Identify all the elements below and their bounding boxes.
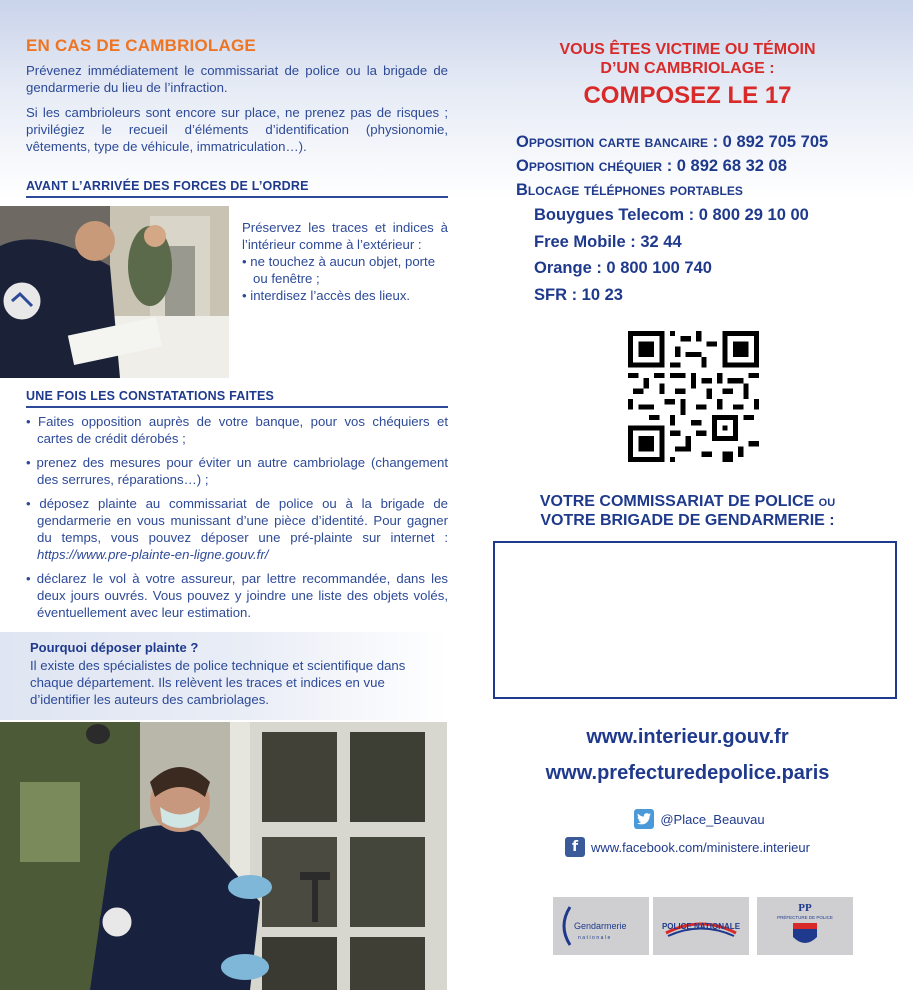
url-interieur[interactable]: www.interieur.gouv.fr xyxy=(586,726,789,748)
facebook-icon: f xyxy=(565,837,585,857)
list-item-text: déposez plainte au commissariat de police ou à la brigade de gendarmerie en vous munissant d’une pièce d’identité. Pour gagner du temps, vous pouvez déposer une pré-plainte sur internet : xyxy=(37,496,449,545)
phone-block-label: Blocage téléphones portables xyxy=(516,181,743,199)
commissariat-line-2: VOTRE BRIGADE DE GENDARMERIE : xyxy=(540,512,835,529)
traces-item: • interdisez l’accès des lieux. xyxy=(242,287,448,304)
traces-list xyxy=(242,253,448,304)
why-complain-title: Pourquoi déposer plainte ? xyxy=(30,640,199,655)
cheque-opposition-label: Opposition chéquier xyxy=(516,157,663,175)
twitter-icon xyxy=(634,809,654,829)
facebook-url: www.facebook.com/ministere.interieur xyxy=(591,839,810,855)
compose-17: COMPOSEZ LE 17 xyxy=(583,82,792,109)
traces-intro: Préservez les traces et indices à l’intérieur comme à l’extérieur : xyxy=(242,220,448,252)
url-prefecture[interactable]: www.prefecturedepolice.paris xyxy=(545,762,830,784)
list-item: • déclarez le vol à votre assureur, par lettre recommandée, dans les deux jours ouvrés. Vous pouvez y joindre une liste des objets volés, éventuellement avec leur estimation. xyxy=(26,570,448,621)
intro-paragraph-2: Si les cambrioleurs sont encore sur place, ne prenez pas de risques ; privilégiez le recueil d’éléments d’identification (physionomie, vêtements, type de véhicule, immatriculation…). xyxy=(26,105,448,154)
commissariat-or: ou xyxy=(818,493,836,510)
twitter-handle: @Place_Beauvau xyxy=(660,811,765,827)
traces-text-block xyxy=(242,219,448,304)
operator-free: Free Mobile : 32 44 xyxy=(534,232,682,251)
operator-bouygues: Bouygues Telecom : 0 800 29 10 00 xyxy=(534,206,809,224)
victim-line-1: VOUS ÊTES VICTIME OU TÉMOIN xyxy=(559,41,816,58)
address-box[interactable] xyxy=(493,541,897,699)
police-nationale-text: POLICE NATIONALE xyxy=(661,922,741,931)
after-findings-list xyxy=(26,413,448,628)
gendarmerie-name: Gendarmerie xyxy=(574,921,627,931)
cheque-opposition-line xyxy=(516,154,906,178)
right-panel xyxy=(462,0,913,990)
list-item xyxy=(26,495,448,563)
card-opposition-label: Opposition carte bancaire xyxy=(516,133,709,151)
traces-item: • ne touchez à aucun objet, porte ou fenêtre ; xyxy=(242,253,448,287)
list-item: • Faites opposition auprès de votre banque, pour vos chéquiers et cartes de crédit dérobés ; xyxy=(26,413,448,447)
qr-code[interactable] xyxy=(628,331,759,462)
victim-line-2: D’UN CAMBRIOLAGE : xyxy=(600,60,775,77)
prefecture-text: PRÉFECTURE DE POLICE xyxy=(777,915,833,920)
heading-after-findings: UNE FOIS LES CONSTATATIONS FAITES xyxy=(26,389,448,408)
twitter-row[interactable] xyxy=(462,809,913,829)
section-title: EN CAS DE CAMBRIOLAGE xyxy=(26,36,256,55)
list-item: • prenez des mesures pour éviter un autre cambriolage (changement des serrures, réparations…) ; xyxy=(26,454,448,488)
card-opposition-line xyxy=(516,130,906,154)
prefecture-police-logo xyxy=(757,897,853,955)
commissariat-heading xyxy=(462,492,913,530)
commissariat-line-1 xyxy=(462,492,913,511)
gendarmerie-sub: nationale xyxy=(578,935,612,941)
pre-plainte-link[interactable]: https://www.pre-plainte-en-ligne.gouv.fr/ xyxy=(37,547,269,562)
card-opposition-number: : 0 892 705 705 xyxy=(708,133,829,151)
police-nationale-logo xyxy=(653,897,749,955)
operator-sfr: SFR : 10 23 xyxy=(534,285,623,304)
pp-mark: PP xyxy=(798,902,812,914)
cheque-opposition-number: : 0 892 68 32 08 xyxy=(662,157,787,175)
intro-paragraph-1: Prévenez immédiatement le commissariat de police ou la brigade de gendarmerie du lieu de l’infraction. xyxy=(26,63,448,95)
operator-orange: Orange : 0 800 100 740 xyxy=(534,259,712,277)
gendarme-forensics-photo xyxy=(0,722,447,990)
heading-before-arrival: AVANT L’ARRIVÉE DES FORCES DE L’ORDRE xyxy=(26,179,448,198)
why-complain-text: Il existe des spécialistes de police technique et scientifique dans chaque département. Ils relèvent les traces et indices en vue d’identifier les auteurs des cambriolages. xyxy=(30,658,406,707)
police-officer-photo xyxy=(0,206,229,378)
facebook-row[interactable] xyxy=(462,837,913,857)
why-complain-box xyxy=(0,632,447,720)
commissariat-text: VOTRE COMMISSARIAT DE POLICE xyxy=(539,493,819,510)
phone-numbers-block xyxy=(516,130,906,308)
gendarmerie-logo xyxy=(553,897,649,955)
